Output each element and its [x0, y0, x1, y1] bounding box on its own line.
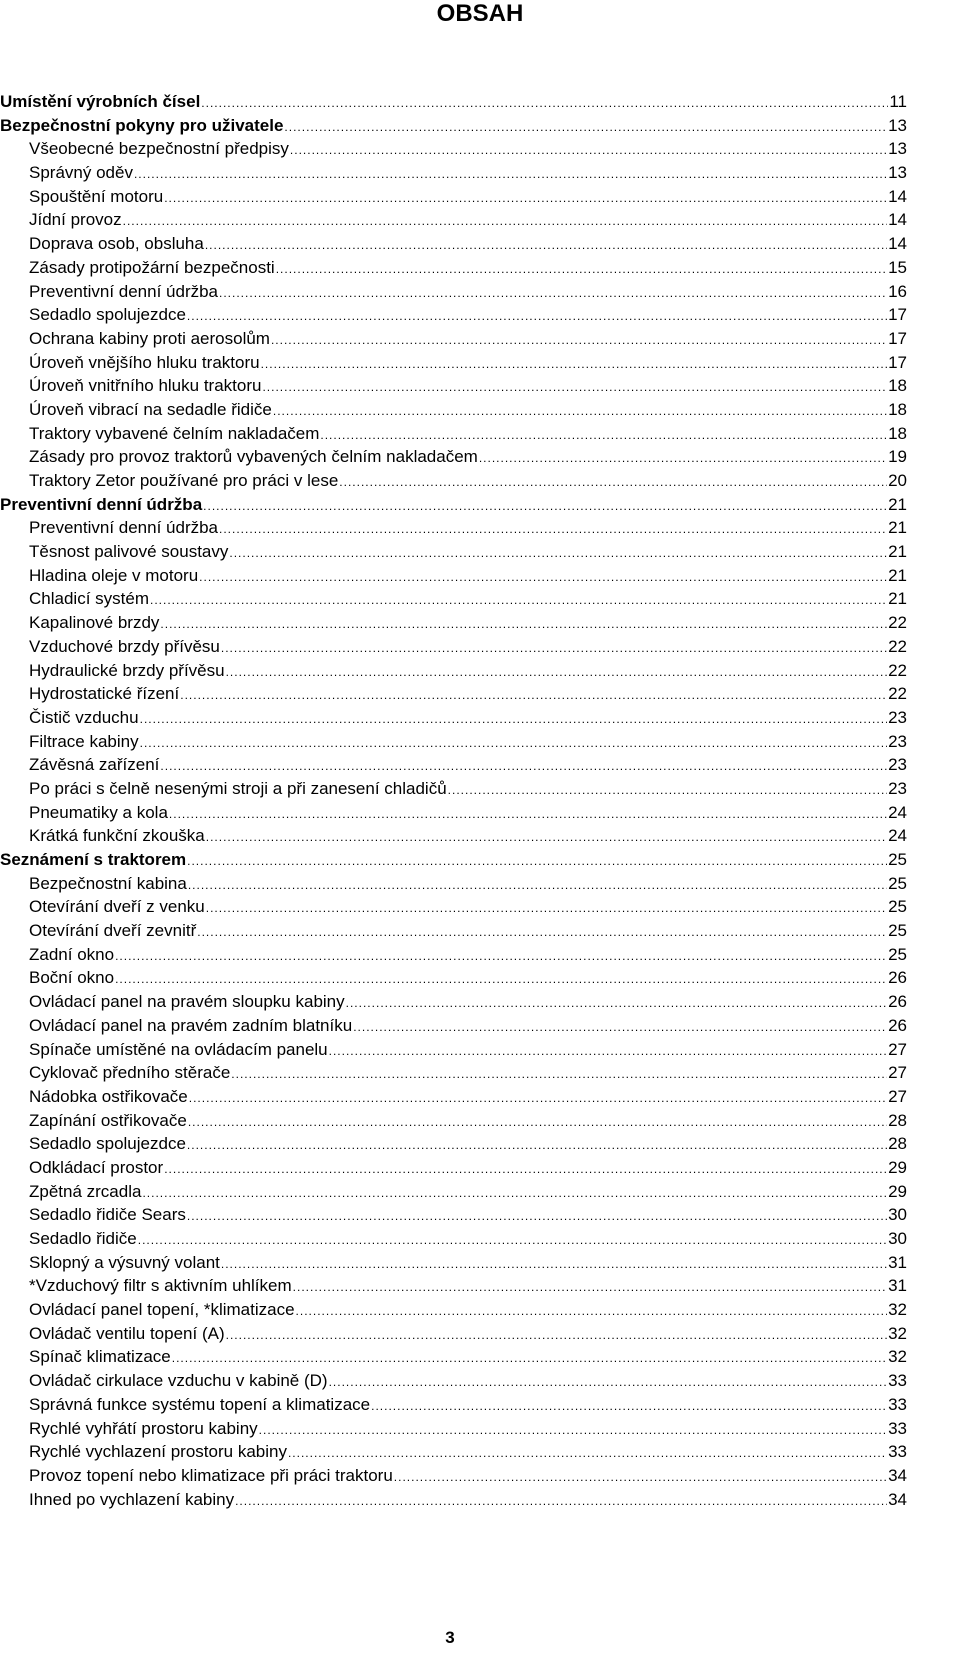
toc-entry-label: Vzduchové brzdy přívěsu	[29, 636, 220, 656]
toc-entry-label: Správný oděv	[29, 163, 133, 183]
toc-entry-label: Odkládací prostor	[29, 1157, 164, 1177]
toc-dot-leader	[235, 1490, 887, 1514]
toc-entry-label: *Vzduchový filtr s aktivním uhlíkem	[29, 1276, 292, 1296]
toc-entry-page: 32	[888, 1300, 907, 1320]
toc-entry-label: Čistič vzduchu	[29, 707, 139, 727]
toc-entry-label: Umístění výrobních čísel	[0, 92, 201, 111]
toc-entry-page: 26	[888, 1015, 907, 1035]
toc-dot-leader	[187, 305, 887, 329]
toc-entry-label: Zásady pro provoz traktorů vybavených čelním nakladačem	[29, 447, 478, 467]
toc-dot-leader	[346, 992, 887, 1016]
toc-entry-label: Zadní okno	[29, 944, 115, 964]
toc-dot-leader	[187, 850, 887, 874]
toc-entry-label: Krátká funkční zkouška	[29, 826, 205, 846]
toc-entry-label: Všeobecné bezpečnostní předpisy	[29, 139, 289, 159]
toc-entry-label: Ovládací panel topení, *klimatizace	[29, 1300, 295, 1320]
toc-entry[interactable]	[0, 635, 907, 659]
toc-entry-page: 17	[888, 352, 907, 372]
toc-entry-page: 14	[888, 186, 907, 206]
toc-entry-label: Filtrace kabiny	[29, 731, 139, 751]
toc-entry-label: Zásady protipožární bezpečnosti	[29, 257, 275, 277]
toc-entry[interactable]	[0, 1180, 907, 1204]
toc-entry[interactable]	[0, 398, 907, 422]
toc-entry[interactable]	[0, 1488, 907, 1512]
toc-entry-page: 24	[888, 826, 907, 846]
toc-dot-leader	[448, 779, 887, 803]
toc-dot-leader	[273, 400, 887, 424]
toc-dot-leader	[142, 1182, 887, 1206]
toc-entry-page: 25	[888, 944, 907, 964]
toc-entry[interactable]	[0, 611, 907, 635]
toc-entry-page: 25	[888, 873, 907, 893]
toc-entry[interactable]	[0, 303, 907, 327]
toc-entry-page: 13	[888, 163, 907, 183]
toc-dot-leader	[479, 447, 887, 471]
toc-dot-leader	[221, 637, 887, 661]
toc-entry-label: Hladina oleje v motoru	[29, 565, 199, 585]
table-of-contents	[0, 90, 907, 1511]
toc-dot-leader	[180, 684, 887, 708]
toc-entry-label: Bezpečnostní pokyny pro uživatele	[0, 115, 284, 135]
toc-dot-leader	[221, 1253, 887, 1277]
toc-dot-leader	[138, 1229, 887, 1253]
toc-dot-leader	[199, 566, 887, 590]
toc-dot-leader	[188, 874, 887, 898]
toc-dot-leader	[134, 163, 887, 187]
toc-entry-page: 33	[888, 1442, 907, 1462]
toc-entry-page: 21	[888, 494, 907, 514]
toc-dot-leader	[320, 424, 887, 448]
toc-entry[interactable]	[0, 185, 907, 209]
toc-dot-leader	[160, 613, 887, 637]
toc-entry[interactable]	[0, 587, 907, 611]
toc-entry[interactable]	[0, 872, 907, 896]
toc-entry-label: Úroveň vnějšího hluku traktoru	[29, 352, 260, 372]
toc-entry-page: 25	[888, 850, 907, 869]
toc-entry-label: Úroveň vnitřního hluku traktoru	[29, 376, 262, 396]
toc-entry[interactable]	[0, 1274, 907, 1298]
page-title: OBSAH	[436, 0, 524, 27]
toc-dot-leader	[296, 1300, 888, 1324]
toc-section-entry[interactable]	[0, 114, 907, 138]
toc-entry-label: Sklopný a výsuvný volant	[29, 1252, 220, 1272]
toc-dot-leader	[188, 1111, 887, 1135]
toc-entry-page: 28	[888, 1134, 907, 1154]
toc-entry[interactable]	[0, 374, 907, 398]
toc-entry[interactable]	[0, 232, 907, 256]
toc-dot-leader	[293, 1276, 887, 1300]
toc-entry-page: 28	[888, 1110, 907, 1130]
toc-dot-leader	[197, 921, 887, 945]
toc-entry[interactable]	[0, 990, 907, 1014]
toc-entry-page: 23	[888, 731, 907, 751]
toc-entry-page: 18	[888, 423, 907, 443]
toc-dot-leader	[150, 589, 887, 613]
toc-entry-page: 23	[888, 707, 907, 727]
toc-dot-leader	[284, 116, 887, 140]
toc-entry-label: Sedadlo spolujezdce	[29, 305, 186, 325]
toc-dot-leader	[160, 755, 887, 779]
toc-dot-leader	[261, 353, 888, 377]
toc-entry-label: Provoz topení nebo klimatizace při práci traktoru	[29, 1465, 393, 1485]
toc-entry-label: Ovládací panel na pravém sloupku kabiny	[29, 992, 345, 1012]
toc-dot-leader	[187, 1205, 887, 1229]
toc-entry-label: Hydraulické brzdy přívěsu	[29, 660, 225, 680]
toc-entry[interactable]	[0, 1132, 907, 1156]
toc-entry-label: Rychlé vyhřátí prostoru kabiny	[29, 1418, 258, 1438]
toc-entry[interactable]	[0, 1369, 907, 1393]
toc-dot-leader	[288, 1442, 887, 1466]
toc-dot-leader	[140, 732, 887, 756]
toc-entry-label: Nádobka ostřikovače	[29, 1086, 188, 1106]
toc-entry-page: 30	[888, 1229, 907, 1248]
toc-entry-page: 26	[888, 968, 907, 988]
toc-section-entry[interactable]	[0, 848, 907, 872]
toc-entry-page: 29	[888, 1181, 907, 1201]
toc-entry[interactable]	[0, 753, 907, 777]
toc-entry-page: 25	[888, 921, 907, 941]
toc-entry-label: Ovládač ventilu topení (A)	[29, 1323, 225, 1343]
toc-entry-page: 11	[889, 92, 907, 111]
toc-entry-page: 17	[888, 328, 907, 348]
toc-dot-leader	[371, 1395, 887, 1419]
toc-entry-page: 23	[888, 778, 907, 798]
toc-dot-leader	[329, 1040, 887, 1064]
toc-entry-label: Pneumatiky a kola	[29, 802, 168, 822]
page-number: 3	[445, 1628, 455, 1647]
toc-entry[interactable]	[0, 1417, 907, 1441]
toc-dot-leader	[172, 1347, 887, 1371]
toc-entry-label: Ochrana kabiny proti aerosolům	[29, 328, 270, 348]
toc-entry-label: Těsnost palivové soustavy	[29, 542, 229, 562]
toc-entry-page: 21	[888, 542, 907, 562]
toc-entry[interactable]	[0, 1061, 907, 1085]
toc-entry-page: 22	[888, 684, 907, 704]
toc-dot-leader	[259, 1419, 887, 1443]
toc-entry-page: 13	[888, 115, 907, 135]
toc-entry-page: 24	[888, 802, 907, 822]
toc-entry-page: 31	[888, 1276, 907, 1296]
toc-entry[interactable]	[0, 327, 907, 351]
toc-entry[interactable]	[0, 208, 907, 232]
toc-entry[interactable]	[0, 1345, 907, 1369]
toc-entry-label: Ihned po vychlazení kabiny	[29, 1489, 235, 1509]
toc-dot-leader	[329, 1371, 888, 1395]
toc-entry-page: 34	[888, 1465, 907, 1485]
toc-section-entry[interactable]	[0, 493, 907, 517]
toc-entry-page: 21	[888, 565, 907, 585]
toc-dot-leader	[115, 945, 887, 969]
toc-entry[interactable]	[0, 659, 907, 683]
toc-entry-label: Preventivní denní údržba	[0, 494, 203, 514]
toc-entry-label: Otevírání dveří zevnitř	[29, 921, 197, 941]
toc-entry[interactable]	[0, 1203, 907, 1227]
toc-entry-label: Spínač klimatizace	[29, 1347, 171, 1367]
toc-entry-label: Rychlé vychlazení prostoru kabiny	[29, 1442, 287, 1462]
toc-entry[interactable]	[0, 1393, 907, 1417]
toc-entry-page: 17	[888, 305, 907, 325]
toc-entry-label: Sedadlo řidiče	[29, 1229, 137, 1248]
toc-dot-leader	[187, 1134, 887, 1158]
toc-dot-leader	[394, 1466, 887, 1490]
toc-entry-page: 22	[888, 613, 907, 633]
toc-entry[interactable]	[0, 966, 907, 990]
toc-dot-leader	[353, 1016, 887, 1040]
toc-entry[interactable]	[0, 1156, 907, 1180]
toc-entry-label: Kapalinové brzdy	[29, 613, 160, 633]
toc-entry[interactable]	[0, 161, 907, 185]
toc-dot-leader	[206, 826, 887, 850]
toc-entry-label: Ovládač cirkulace vzduchu v kabině (D)	[29, 1371, 328, 1391]
toc-dot-leader	[164, 1158, 887, 1182]
toc-entry-page: 21	[888, 518, 907, 538]
toc-dot-leader	[189, 1087, 887, 1111]
toc-entry-label: Cyklovač předního stěrače	[29, 1063, 231, 1083]
toc-entry[interactable]	[0, 824, 907, 848]
toc-entry[interactable]	[0, 1014, 907, 1038]
toc-entry[interactable]	[0, 137, 907, 161]
toc-dot-leader	[290, 139, 887, 163]
toc-entry-label: Boční okno	[29, 968, 115, 988]
toc-entry-label: Úroveň vibrací na sedadle řidiče	[29, 399, 272, 419]
toc-entry-label: Otevírání dveří z venku	[29, 897, 205, 917]
toc-dot-leader	[140, 708, 887, 732]
toc-entry[interactable]	[0, 943, 907, 967]
toc-entry-page: 27	[888, 1086, 907, 1106]
toc-entry-label: Po práci s čelně nesenými stroji a při zanesení chladičů	[29, 778, 447, 798]
toc-entry-label: Spínače umístěné na ovládacím panelu	[29, 1039, 328, 1059]
toc-entry[interactable]	[0, 730, 907, 754]
toc-entry-page: 25	[888, 897, 907, 917]
toc-entry[interactable]	[0, 445, 907, 469]
toc-entry-page: 18	[888, 376, 907, 396]
toc-entry-label: Seznámení s traktorem	[0, 850, 187, 869]
toc-entry-label: Preventivní denní údržba	[29, 281, 219, 301]
toc-dot-leader	[201, 92, 888, 116]
toc-entry[interactable]	[0, 280, 907, 304]
toc-entry-page: 30	[888, 1205, 907, 1225]
toc-entry[interactable]	[0, 469, 907, 493]
toc-entry-label: Traktory vybavené čelním nakladačem	[29, 423, 320, 443]
toc-dot-leader	[271, 329, 887, 353]
toc-entry-page: 21	[888, 589, 907, 609]
toc-entry[interactable]	[0, 422, 907, 446]
toc-entry[interactable]	[0, 1322, 907, 1346]
toc-dot-leader	[219, 282, 887, 306]
toc-entry[interactable]	[0, 895, 907, 919]
toc-entry[interactable]	[0, 1227, 907, 1251]
toc-entry-page: 33	[888, 1418, 907, 1438]
toc-dot-leader	[276, 258, 887, 282]
toc-dot-leader	[164, 187, 887, 211]
toc-entry-page: 22	[888, 660, 907, 680]
toc-entry[interactable]	[0, 919, 907, 943]
toc-entry-page: 33	[888, 1394, 907, 1414]
toc-dot-leader	[206, 897, 887, 921]
toc-dot-leader	[231, 1063, 887, 1087]
toc-entry[interactable]	[0, 1464, 907, 1488]
toc-entry-page: 32	[888, 1323, 907, 1343]
toc-dot-leader	[226, 1324, 887, 1348]
toc-entry-page: 16	[888, 281, 907, 301]
toc-dot-leader	[203, 495, 887, 519]
toc-dot-leader	[205, 234, 887, 258]
toc-entry-page: 33	[888, 1371, 907, 1391]
toc-entry[interactable]	[0, 1109, 907, 1133]
toc-entry-page: 13	[888, 139, 907, 159]
toc-entry-label: Chladicí systém	[29, 589, 149, 609]
toc-entry[interactable]	[0, 1298, 907, 1322]
toc-entry-page: 22	[888, 636, 907, 656]
toc-entry-label: Sedadlo spolujezdce	[29, 1134, 186, 1154]
toc-entry-page: 19	[888, 447, 907, 467]
toc-entry[interactable]	[0, 516, 907, 540]
toc-dot-leader	[115, 968, 887, 992]
toc-entry-page: 32	[888, 1347, 907, 1367]
toc-entry-label: Preventivní denní údržba	[29, 518, 219, 538]
toc-entry-label: Závěsná zařízení	[29, 755, 160, 775]
toc-entry-page: 20	[888, 471, 907, 490]
toc-entry-label: Doprava osob, obsluha	[29, 234, 204, 254]
toc-entry-page: 14	[888, 210, 907, 230]
toc-entry-label: Traktory Zetor používané pro práci v lese	[29, 471, 339, 490]
toc-entry[interactable]	[0, 1038, 907, 1062]
toc-entry-label: Ovládací panel na pravém zadním blatníku	[29, 1015, 353, 1035]
toc-entry-label: Zpětná zrcadla	[29, 1181, 142, 1201]
toc-entry[interactable]	[0, 706, 907, 730]
toc-entry-label: Jídní provoz	[29, 210, 122, 230]
toc-entry-page: 18	[888, 399, 907, 419]
toc-entry-page: 27	[888, 1039, 907, 1059]
toc-entry-page: 26	[888, 992, 907, 1012]
toc-entry-page: 31	[888, 1252, 907, 1272]
toc-dot-leader	[339, 471, 887, 495]
toc-entry-page: 27	[888, 1063, 907, 1083]
toc-dot-leader	[262, 376, 887, 400]
toc-entry[interactable]	[0, 801, 907, 825]
toc-entry-label: Zapínání ostřikovače	[29, 1110, 187, 1130]
toc-dot-leader	[219, 518, 887, 542]
toc-entry-page: 29	[888, 1157, 907, 1177]
toc-entry[interactable]	[0, 777, 907, 801]
toc-dot-leader	[229, 542, 887, 566]
toc-dot-leader	[226, 661, 888, 685]
toc-entry-label: Správná funkce systému topení a klimatizace	[29, 1394, 371, 1414]
toc-entry[interactable]	[0, 1440, 907, 1464]
toc-entry-label: Sedadlo řidiče Sears	[29, 1205, 186, 1225]
toc-entry-page: 34	[888, 1489, 907, 1509]
toc-entry[interactable]	[0, 1085, 907, 1109]
toc-entry[interactable]	[0, 256, 907, 280]
toc-entry-label: Spouštění motoru	[29, 186, 164, 206]
toc-dot-leader	[169, 803, 887, 827]
toc-dot-leader	[123, 210, 887, 234]
toc-entry-label: Bezpečnostní kabina	[29, 873, 187, 893]
toc-entry-page: 14	[888, 234, 907, 254]
toc-entry[interactable]	[0, 1251, 907, 1275]
toc-entry[interactable]	[0, 540, 907, 564]
toc-section-entry[interactable]	[0, 90, 907, 114]
toc-entry[interactable]	[0, 351, 907, 375]
toc-entry-page: 15	[888, 257, 907, 277]
toc-entry-label: Hydrostatické řízení	[29, 684, 180, 704]
toc-entry[interactable]	[0, 682, 907, 706]
toc-entry[interactable]	[0, 564, 907, 588]
toc-entry-page: 23	[888, 755, 907, 775]
